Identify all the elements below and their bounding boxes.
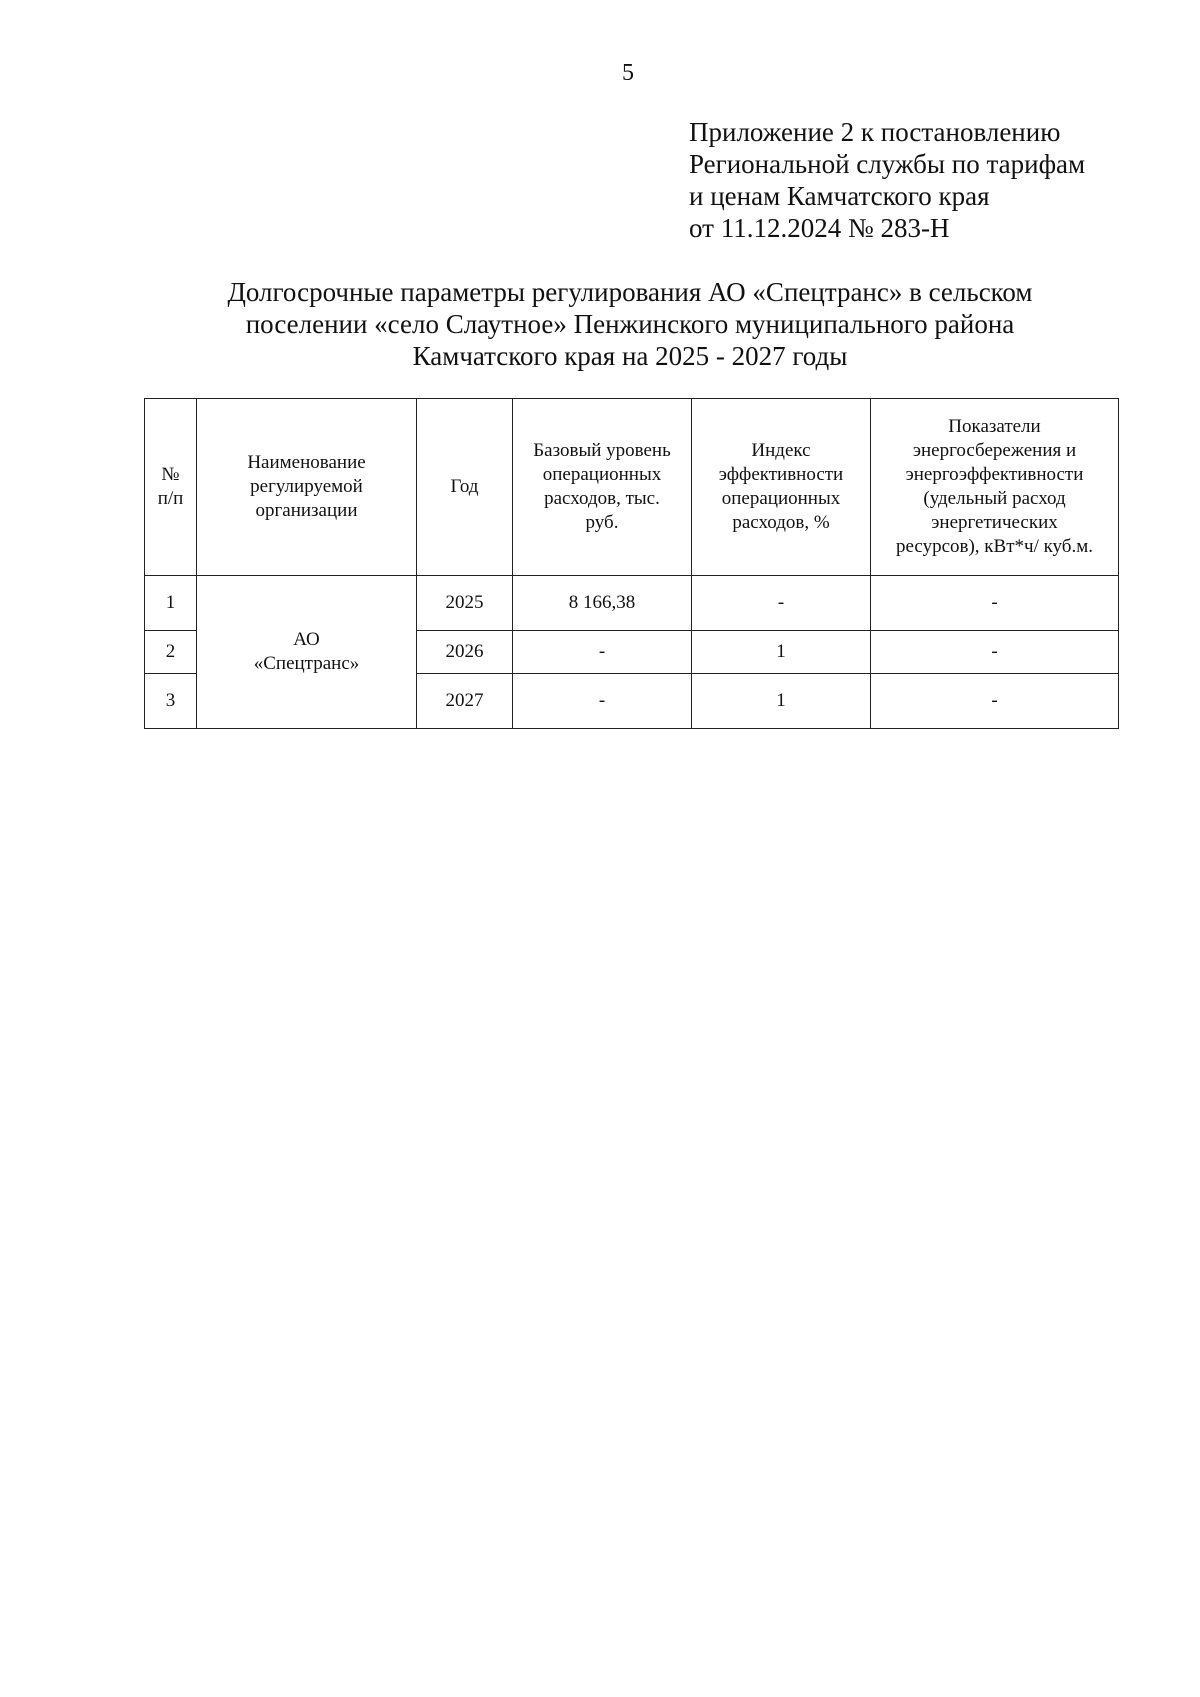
header-line: расходов, тыс.	[544, 488, 660, 509]
header-line: п/п	[157, 488, 184, 509]
cell-organization	[197, 576, 417, 729]
cell-base-level: -	[513, 674, 692, 729]
header-line: Показатели	[948, 416, 1041, 437]
appendix-reference	[689, 116, 1085, 244]
title-line: Долгосрочные параметры регулирования АО «Спецтранс» в сельском	[227, 277, 1033, 307]
cell-year: 2026	[417, 631, 513, 674]
title-line: Камчатского края на 2025 - 2027 годы	[412, 341, 848, 371]
cell-num: 2	[145, 631, 197, 674]
header-line: операционных	[721, 488, 841, 509]
appendix-line: Региональной службы по тарифам	[689, 149, 1086, 179]
cell-energy-indicators: -	[871, 576, 1119, 631]
header-line: организации	[255, 500, 358, 521]
table-row	[145, 576, 1119, 631]
header-line: руб.	[585, 512, 619, 533]
cell-efficiency-index: 1	[692, 674, 871, 729]
cell-year: 2027	[417, 674, 513, 729]
appendix-line: Приложение 2 к постановлению	[689, 117, 1061, 147]
organization-line: «Спецтранс»	[253, 653, 360, 674]
appendix-line: и ценам Камчатского края	[689, 181, 990, 211]
header-line: Наименование	[247, 452, 366, 473]
header-line: Индекс	[751, 440, 811, 461]
table-header-row	[145, 399, 1119, 576]
header-line: энергосбережения и	[912, 440, 1077, 461]
header-year	[417, 399, 513, 576]
cell-efficiency-index: -	[692, 576, 871, 631]
header-line: расходов, %	[732, 512, 830, 533]
header-line: регулируемой	[250, 476, 363, 497]
header-line: эффективности	[718, 464, 844, 485]
parameters-table	[144, 398, 1119, 729]
header-line: операционных	[542, 464, 662, 485]
page-number: 5	[622, 60, 634, 86]
cell-base-level: 8 166,38	[513, 576, 692, 631]
header-line: №	[161, 464, 180, 485]
title-line: поселении «село Слаутное» Пенжинского муниципального района	[245, 309, 1015, 339]
header-line: энергетических	[931, 512, 1058, 533]
cell-base-level: -	[513, 631, 692, 674]
cell-year: 2025	[417, 576, 513, 631]
cell-num: 1	[145, 576, 197, 631]
appendix-line: от 11.12.2024 № 283-Н	[689, 213, 950, 243]
cell-num: 3	[145, 674, 197, 729]
header-efficiency-index	[692, 399, 871, 576]
header-num	[145, 399, 197, 576]
header-line: Базовый уровень	[533, 440, 671, 461]
cell-energy-indicators: -	[871, 674, 1119, 729]
header-line: энергоэффективности	[905, 464, 1084, 485]
header-organization	[197, 399, 417, 576]
header-line: ресурсов), кВт*ч/ куб.м.	[895, 536, 1093, 557]
header-line: Год	[450, 476, 479, 497]
header-base-level	[513, 399, 692, 576]
header-energy-indicators	[871, 399, 1119, 576]
cell-efficiency-index: 1	[692, 631, 871, 674]
organization-line: АО	[293, 629, 320, 650]
cell-energy-indicators: -	[871, 631, 1119, 674]
header-line: (удельный расход	[923, 488, 1066, 509]
document-title	[130, 276, 1130, 372]
